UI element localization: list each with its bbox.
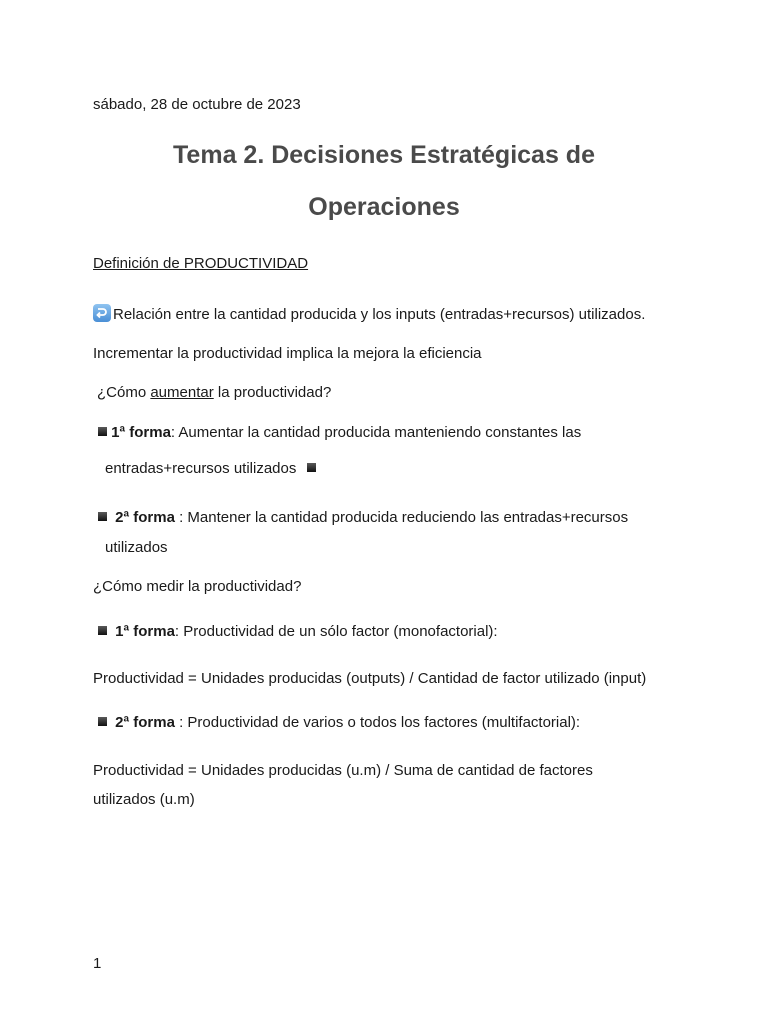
increase-question-suffix: la productividad? (213, 384, 332, 401)
increase-form-2 (98, 508, 628, 528)
black-square-icon (307, 463, 316, 472)
black-square-icon (98, 427, 107, 436)
measure-form-1-label: 1ª forma (115, 623, 175, 640)
definition-heading: Definición de PRODUCTIVIDAD (93, 255, 309, 272)
measure-form-1 (98, 622, 498, 642)
measure-form-2 (98, 713, 580, 733)
increase-question-keyword: aumentar (150, 384, 214, 401)
efficiency-text: Incrementar la productividad implica la mejora la eficiencia (93, 345, 482, 362)
return-arrow-icon (93, 304, 111, 322)
formula-monofactorial: Productividad = Unidades producidas (outputs) / Cantidad de factor utilizado (input) (93, 670, 647, 687)
page-title-line-1: Tema 2. Decisiones Estratégicas de (173, 141, 595, 169)
formula-multifactorial-line-1: Productividad = Unidades producidas (u.m) / Suma de cantidad de factores (93, 762, 593, 779)
increase-form-2-text: : Mantener la cantidad producida reduciendo las entradas+recursos (174, 509, 629, 526)
increase-form-1-continuation-line (105, 459, 316, 479)
measure-form-1-text: : Productividad de un sólo factor (monofactorial): (174, 623, 498, 640)
measure-form-2-label: 2ª forma (115, 714, 175, 731)
black-square-icon (98, 717, 107, 726)
increase-question-prefix: ¿Cómo (97, 384, 151, 401)
definition-paragraph (93, 304, 645, 325)
formula-multifactorial-line-2: utilizados (u.m) (93, 791, 195, 808)
increase-form-2-continuation: utilizados (105, 539, 168, 556)
increase-question (97, 383, 331, 403)
measure-question: ¿Cómo medir la productividad? (93, 578, 302, 595)
page-number: 1 (93, 955, 102, 972)
black-square-icon (98, 626, 107, 635)
measure-form-2-text: : Productividad de varios o todos los factores (multifactorial): (174, 714, 581, 731)
black-square-icon (98, 512, 107, 521)
page-title-line-2: Operaciones (308, 193, 460, 221)
increase-form-1-label: 1ª forma (111, 424, 171, 441)
increase-form-1-text: : Aumentar la cantidad producida manteniendo constantes las (170, 424, 582, 441)
increase-form-2-label: 2ª forma (115, 509, 175, 526)
document-date: sábado, 28 de octubre de 2023 (93, 96, 301, 113)
definition-text: Relación entre la cantidad producida y los inputs (entradas+recursos) utilizados. (113, 306, 646, 323)
increase-form-1-continuation: entradas+recursos utilizados (105, 460, 297, 477)
increase-form-1 (98, 423, 581, 443)
